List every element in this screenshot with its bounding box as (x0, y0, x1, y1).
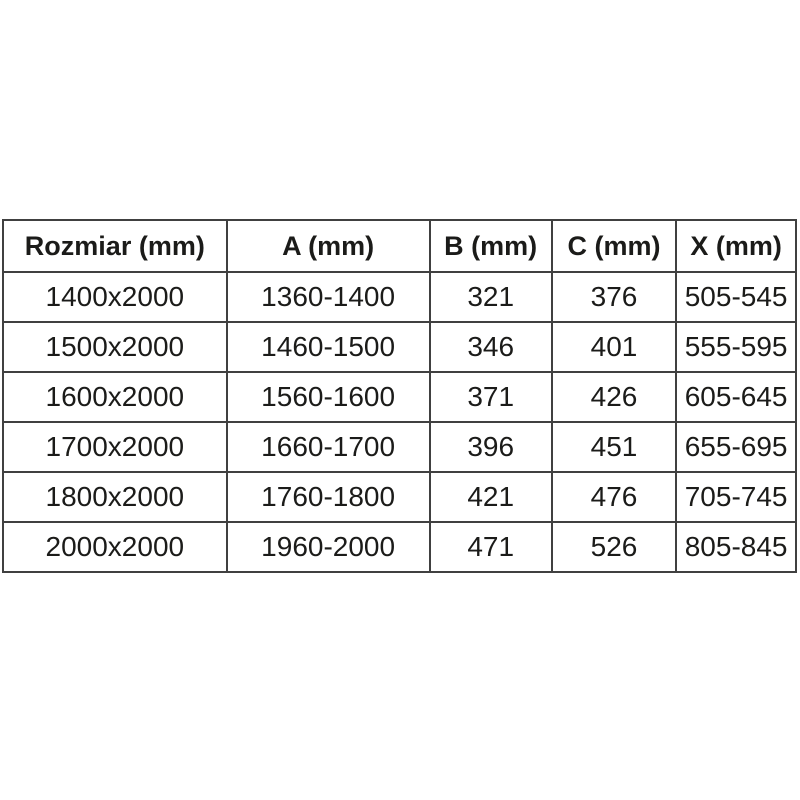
table-header-row (3, 220, 796, 272)
table-cell: 1560-1600 (227, 372, 430, 422)
size-spec-table-container (2, 219, 797, 573)
size-spec-table (2, 219, 797, 573)
table-cell: 1600x2000 (3, 372, 227, 422)
table-cell: 655-695 (676, 422, 796, 472)
table-cell: 426 (552, 372, 677, 422)
table-cell: 1360-1400 (227, 272, 430, 322)
table-cell: 321 (430, 272, 552, 322)
table-cell: 526 (552, 522, 677, 572)
table-cell: 476 (552, 472, 677, 522)
table-row (3, 272, 796, 322)
table-row (3, 372, 796, 422)
table-cell: 471 (430, 522, 552, 572)
table-cell: 401 (552, 322, 677, 372)
column-header-b: B (mm) (430, 220, 552, 272)
column-header-x: X (mm) (676, 220, 796, 272)
column-header-a: A (mm) (227, 220, 430, 272)
table-cell: 451 (552, 422, 677, 472)
table-row (3, 472, 796, 522)
table-cell: 1960-2000 (227, 522, 430, 572)
table-cell: 705-745 (676, 472, 796, 522)
table-cell: 1400x2000 (3, 272, 227, 322)
column-header-rozmiar: Rozmiar (mm) (3, 220, 227, 272)
table-cell: 371 (430, 372, 552, 422)
table-cell: 1700x2000 (3, 422, 227, 472)
table-cell: 1760-1800 (227, 472, 430, 522)
table-cell: 376 (552, 272, 677, 322)
table-cell: 605-645 (676, 372, 796, 422)
table-row (3, 322, 796, 372)
table-cell: 1460-1500 (227, 322, 430, 372)
table-cell: 505-545 (676, 272, 796, 322)
table-cell: 346 (430, 322, 552, 372)
table-cell: 1500x2000 (3, 322, 227, 372)
table-body (3, 272, 796, 572)
table-cell: 805-845 (676, 522, 796, 572)
table-cell: 1660-1700 (227, 422, 430, 472)
table-cell: 1800x2000 (3, 472, 227, 522)
table-row (3, 422, 796, 472)
table-row (3, 522, 796, 572)
table-cell: 2000x2000 (3, 522, 227, 572)
column-header-c: C (mm) (552, 220, 677, 272)
table-cell: 396 (430, 422, 552, 472)
table-header (3, 220, 796, 272)
table-cell: 555-595 (676, 322, 796, 372)
table-cell: 421 (430, 472, 552, 522)
